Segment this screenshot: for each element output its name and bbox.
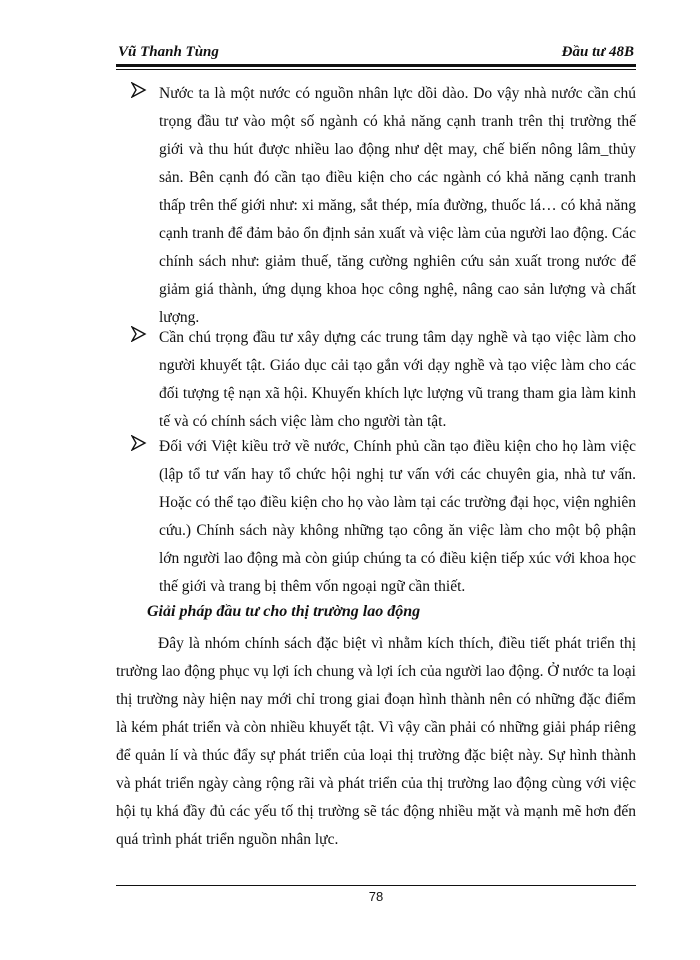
footer-divider [116,885,636,886]
arrow-bullet-icon [131,435,147,451]
arrow-bullet-icon [131,82,147,98]
bullet-text: Nước ta là một nước có nguồn nhân lực dồi dào. Do vậy nhà nước cần chú trọng đầu tư vào một số ngành có khả năng cạnh tranh trên thị trường thế giới và thu hút được nhiều lao động như dệt may, chế biến nông lâm_thủy sản. Bên cạnh đó cần tạo điều kiện cho các ngành có khả năng cạnh tranh thấp trên thế giới như: xi măng, sắt thép, mía đường, thuốc lá… có khả năng cạnh tranh để đảm bảo ổn định sản xuất và việc làm của người lao động. Các chính sách như: giảm thuế, tăng cường nghiên cứu sản xuất trong nước để giảm giá thành, ứng dụng khoa học công nghệ, nâng cao sản lượng và chất lượng. [159,85,636,326]
bullet-text: Đối với Việt kiều trở về nước, Chính phủ cần tạo điều kiện cho họ làm việc (lập tổ tư vấn hay tổ chức hội nghị tư vấn với các chuyên gia, nhà tư vấn. Hoặc có thể tạo điều kiện cho họ vào làm tại các trường đại học, viện nghiên cứu.) Chính sách này không những tạo công ăn việc làm cho một bộ phận lớn người lao động mà còn giúp chúng ta có điều kiện tiếp xúc với khoa học thế giới và trang bị thêm vốn ngoại ngữ cần thiết. [159,438,636,595]
header-divider [116,64,636,70]
header-author: Vũ Thanh Tùng [118,44,219,60]
arrow-bullet-icon [131,326,147,342]
page-number: 78 [368,889,384,904]
bullet-item-1 [131,80,636,332]
bullet-text: Cần chú trọng đầu tư xây dựng các trung tâm dạy nghề và tạo việc làm cho người khuyết tật. Giáo dục cải tạo gắn với dạy nghề và tạo việc làm cho các đối tượng tệ nạn xã hội. Khuyến khích lực lượng vũ trang tham gia làm kinh tế và có chính sách việc làm cho người tàn tật. [159,329,636,430]
bullet-item-3 [131,433,636,601]
bullet-item-2 [131,324,636,436]
section-heading: Giải pháp đầu tư cho thị trường lao động [147,603,421,620]
section-paragraph: Đây là nhóm chính sách đặc biệt vì nhằm kích thích, điều tiết phát triển thị trường lao động phục vụ lợi ích chung và lợi ích của người lao động. Ở nước ta loại thị trường này hiện nay mới chỉ trong giai đoạn hình thành nên có những đặc điểm là kém phát triển và còn nhiều khuyết tật. Vì vậy cần phải có những giải pháp riêng để quản lí và thúc đẩy sự phát triển của loại thị trường đặc biệt này. Sự hình thành và phát triển ngày càng rộng rãi và phát triển của thị trường lao động cùng với việc hội tụ khá đầy đủ các yếu tố thị trường sẽ tác động nhiều mặt và mạnh mẽ hơn đến quá trình phát triển nguồn nhân lực. [116,635,636,848]
header-course: Đầu tư 48B [561,44,634,60]
